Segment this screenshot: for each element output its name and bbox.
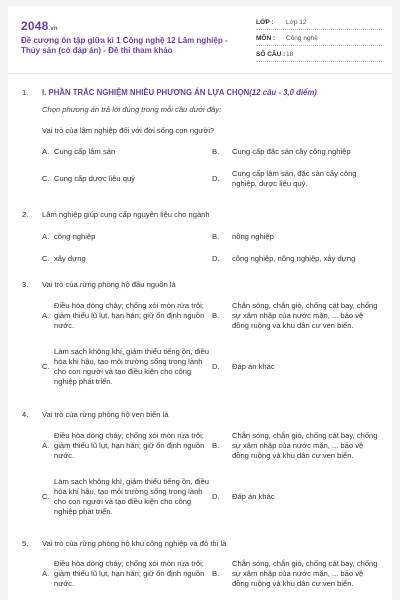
option-b[interactable]: B. Chắn sóng, chắn gió, chống cát bay, chống sự xâm nhập của nước mặn, ... bảo vệ đồng ruộng và khu dân cư ven biển. <box>212 300 378 331</box>
question-2 <box>22 210 382 270</box>
option-b[interactable]: B. nông nghiệp <box>212 231 274 241</box>
question-number: 1. <box>22 88 29 97</box>
site-logo[interactable]: 2048.vn <box>21 19 58 33</box>
option-b[interactable]: B. Chắn sóng, chắn gió, chống cát bay, chống sự xâm nhập của nước mặn, ... bảo vệ đồng ruộng và khu dân cư ven biển. <box>212 558 378 589</box>
option-a[interactable]: A. Điều hòa dòng chảy; chống xói mòn rửa trôi; giảm thiểu lũ lụt, hạn hán; giữ ổn định nguồn nước. <box>42 558 205 589</box>
option-a[interactable]: A. Điều hòa dòng chảy; chống xói mòn rửa trôi; giảm thiểu lũ lụt, hạn hán; giữ ổn định nguồn nước. <box>42 300 205 331</box>
question-number: 3. <box>22 280 29 289</box>
option-c[interactable]: C. xây dựng <box>42 253 86 263</box>
options <box>42 230 382 270</box>
option-d[interactable]: D. Đáp án khác <box>212 361 275 371</box>
option-c[interactable]: C. Làm sạch không khí, giảm thiểu tiếng ồn, điều hòa khí hậu, tạo môi trường sống trong lành cho con người và tạo điều kiện cho công nghiệp phát triển. <box>42 346 209 387</box>
question-number: 2. <box>22 210 29 219</box>
option-d[interactable]: D. công nghiệp, nông nghiệp, xây dựng <box>212 253 356 263</box>
option-b[interactable]: B. Chắn sóng, chắn gió, chống cát bay, chống sự xâm nhập của nước mặn, ... bảo vệ đồng ruộng và khu dân cư ven biển. <box>212 430 378 461</box>
option-c[interactable]: C. Cung cấp dược liệu quý <box>42 173 135 183</box>
question-number: 5. <box>22 539 29 548</box>
option-d[interactable]: D. Cung cấp lâm sản, đặc sản cây công nghiệp, dược liệu quý. <box>212 168 357 188</box>
question-text: Vai trò của rừng phòng hộ ven biển là <box>42 410 169 419</box>
option-a[interactable]: A. Điều hòa dòng chảy; chống xói mòn rửa trôi; giảm thiểu lũ lụt, hạn hán; giữ ổn định nguồn nước. <box>42 430 205 461</box>
option-a[interactable]: A. công nghiệp <box>42 231 96 241</box>
header-divider <box>8 73 392 74</box>
document-meta <box>256 17 382 62</box>
options <box>42 556 382 596</box>
section-instruction: Chọn phương án trả lời đúng trong mỗi câu dưới đây: <box>42 105 222 114</box>
option-b[interactable]: B. Cung cấp đặc sản cây công nghiệp <box>212 146 351 156</box>
question-4 <box>22 410 382 530</box>
document-page <box>8 6 392 600</box>
option-a[interactable]: A. Cung cấp lâm sản <box>42 146 116 156</box>
meta-row-subject: MÔN : Công nghệ <box>256 33 382 46</box>
question-3 <box>22 280 382 400</box>
document-title: Đề cương ôn tập giữa kì 1 Công nghệ 12 Lâm nghiệp - Thủy sản (có đáp án) - Đề thi tham khảo <box>21 36 228 56</box>
question-text: Lâm nghiệp giúp cung cấp nguyên liệu cho ngành <box>42 210 210 219</box>
question-5 <box>22 539 382 600</box>
options <box>42 428 382 528</box>
question-text: Vai trò của lâm nghiệp đối với đời sống con người? <box>42 126 215 135</box>
question-1 <box>22 88 382 198</box>
options <box>42 145 382 197</box>
meta-row-class: LỚP : Lớp 12 <box>256 17 382 30</box>
meta-row-count: SỐ CÂU : 18 <box>256 49 382 62</box>
question-text: Vai trò của rừng phòng hộ đầu nguồn là <box>42 280 176 289</box>
option-d[interactable]: D. Đáp án khác <box>212 491 275 501</box>
options <box>42 298 382 398</box>
document-header <box>8 6 392 68</box>
option-c[interactable]: C. Làm sạch không khí, giảm thiểu tiếng ồn, điều hòa khí hậu, tạo môi trường sống trong lành cho con người và tạo điều kiện cho công nghiệp phát triển. <box>42 476 209 517</box>
section-title: I. PHẦN TRẮC NGHIỆM NHIỀU PHƯƠNG ÁN LỰA CHỌN(12 câu - 3,0 điểm) <box>42 88 317 97</box>
question-text: Vai trò của rừng phòng hộ khu công nghiệp và đô thị là <box>42 539 227 548</box>
question-number: 4. <box>22 410 29 419</box>
